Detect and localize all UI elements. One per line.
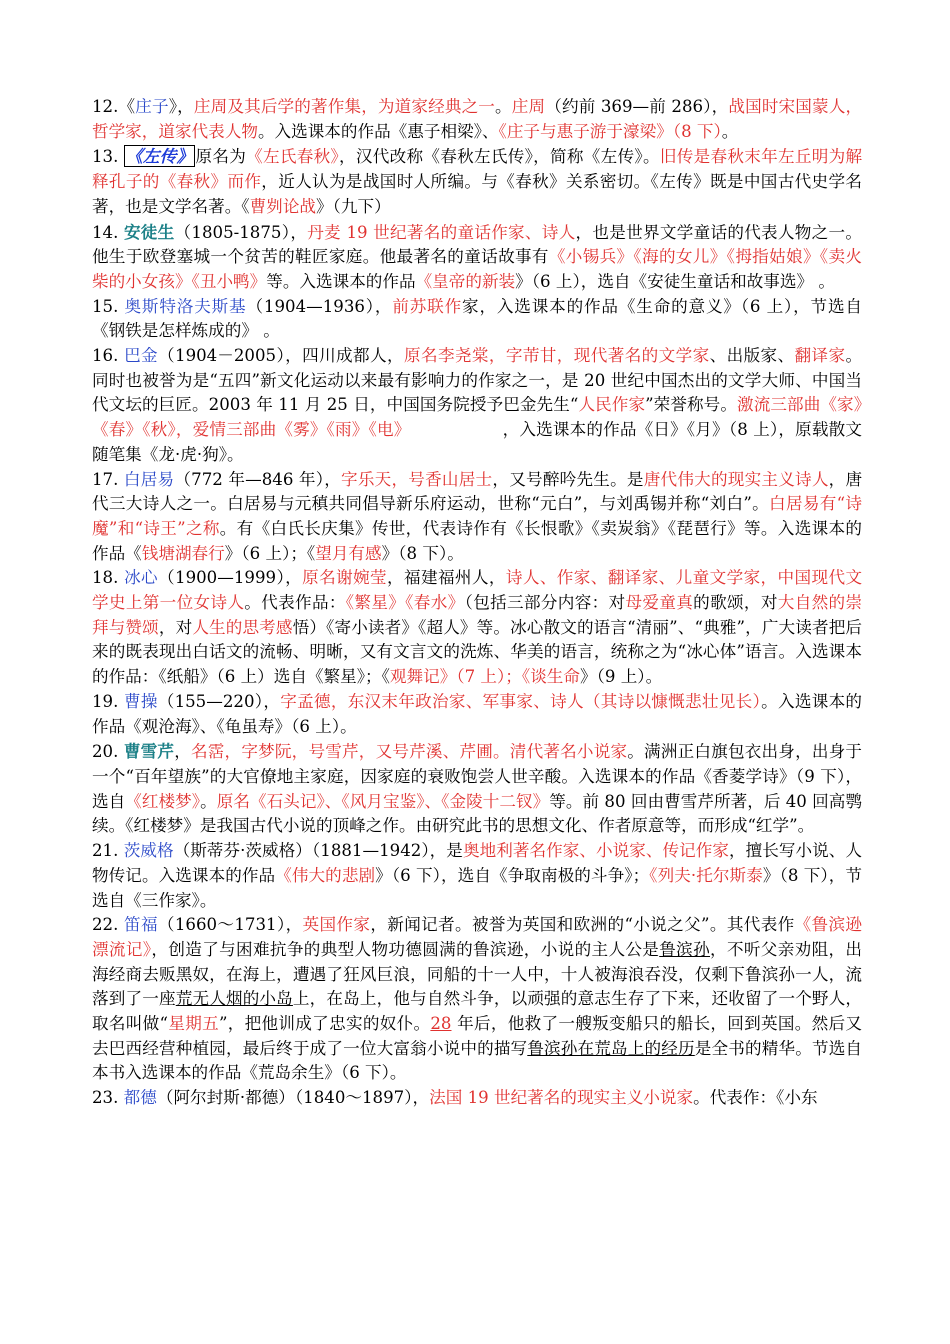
- highlighted-text: 《红楼梦》: [125, 791, 201, 811]
- text-segment: ，唐代三大诗人之一。白居易与元稹共同倡导新乐府运动，世称“元白”，与刘禹锡并称“刘白”。: [92, 469, 863, 514]
- text-segment: （阿尔封斯·都德）（1840～1897），: [156, 1088, 430, 1108]
- text-segment: ，擅长写小说、人物传记。入选课本的作品: [92, 841, 862, 885]
- highlighted-text: 《皇帝的新装: [415, 271, 516, 291]
- text-segment: 。入选课本的作品《观沧海》、《龟虽寿》（6 上）。: [92, 691, 863, 736]
- text-segment: 15.: [92, 296, 125, 316]
- text-segment: 的歌颂，对: [693, 593, 778, 613]
- text-segment: ，福建福州人，: [387, 568, 506, 588]
- text-segment: 》（8 下），节选自《三作家》。: [92, 865, 862, 910]
- highlighted-text: 旧传是春秋末年左丘明为解释孔子的《春秋》而作: [92, 147, 863, 192]
- highlighted-text: 观舞记》（7 上）；《谈生命: [389, 667, 580, 687]
- text-segment: 》（9 上）。: [579, 667, 663, 687]
- entry-paragraph: [92, 739, 862, 839]
- highlighted-text: 28: [430, 1014, 452, 1034]
- entry-paragraph: [92, 913, 862, 1086]
- entry-paragraph: [92, 95, 862, 144]
- text-segment: 12.: [92, 97, 119, 116]
- text-segment: （包括三部分内容：对: [464, 593, 626, 613]
- text-segment: （772 年—846 年），: [174, 469, 342, 489]
- text-segment: 》，: [168, 97, 194, 116]
- entry-paragraph: [92, 144, 862, 219]
- text-segment: 17.: [92, 469, 124, 489]
- underlined-text: 鲁滨孙: [659, 939, 711, 959]
- entry-paragraph: [92, 1086, 862, 1111]
- highlighted-text: 字乐天，号香山居士: [341, 469, 493, 489]
- underlined-text: 荒无人烟的小岛: [175, 989, 293, 1009]
- author-name: 都德: [123, 1088, 157, 1108]
- text-segment: 。入选课本的作品《惠子相梁》、: [257, 121, 499, 141]
- highlighted-text: 庄周及其后学的著作集，为道家经典之一: [193, 97, 496, 116]
- author-name: 茨威格: [123, 841, 174, 861]
- highlighted-text: 人生的思考感: [192, 617, 293, 637]
- text-segment: 。: [721, 121, 739, 141]
- author-name: 《左传》: [125, 146, 194, 167]
- underlined-text: 鲁滨孙在荒岛上的经历: [527, 1038, 695, 1058]
- highlighted-text: 《鲁滨逊漂流记》: [92, 915, 863, 959]
- author-name: 白居易: [123, 469, 175, 489]
- text-segment: 。满洲正白旗包衣出身，出身于一个“百年望族”的大官僚地主家庭，因家庭的衰败饱尝人世辛酸。入选课本的作品《香菱学诗》（9 下），选自: [92, 742, 863, 811]
- highlighted-text: 《小锡兵》《海的女儿》《拇指姑娘》《卖火柴的小女孩》《丑小鸭》: [92, 247, 862, 291]
- highlighted-text: 《列夫·托尔斯泰: [649, 865, 763, 885]
- text-segment: （斯蒂芬·茨威格）（1881—1942），是: [173, 841, 463, 861]
- text-segment: （1904—1936），: [246, 296, 393, 316]
- highlighted-text: 人民作家: [578, 395, 646, 415]
- text-segment: 》（8 下）。: [381, 543, 464, 563]
- highlighted-text: 翻译家: [794, 346, 846, 366]
- text-segment: （1900—1999），: [158, 568, 303, 588]
- highlighted-text: 《伟大的悲剧: [275, 865, 376, 885]
- text-segment: （155—220），: [157, 691, 281, 711]
- text-segment: 20.: [92, 742, 124, 762]
- text-segment: （1805-1875），: [174, 222, 308, 242]
- text-segment: 13.: [92, 147, 124, 167]
- highlighted-text: 星期五: [168, 1014, 219, 1034]
- highlighted-text: 名霑，字梦阮，号雪芹，又号芹溪、芹圃。清代著名小说家: [190, 742, 628, 762]
- text-segment: 》（6 下），选自《争取南极的斗争》；: [375, 865, 650, 885]
- author-name: 巴金: [124, 346, 159, 366]
- highlighted-text: 诗人、作家、翻译家、儿童文学家，中国现代文学史上第一位女诗人: [92, 568, 863, 613]
- highlighted-text: 唐代伟大的现实主义诗人: [643, 469, 829, 489]
- text-segment: 》（6 上），选自《安徒生童话和故事选》 。: [515, 271, 835, 291]
- author-name: 笛福: [124, 915, 158, 935]
- entry-paragraph: [92, 295, 862, 344]
- text-segment: 》（九下）: [316, 196, 391, 216]
- text-segment: ，近人认为是战国时人所编。与《春秋》关系密切。《左传》既是中国古代史学名著，也是文学名著。《: [92, 172, 863, 216]
- highlighted-text: 庄周: [511, 97, 546, 116]
- text-segment: 是全书的精华。节选自本书入选课本的作品《荒岛余生》（6 下）。: [92, 1038, 863, 1083]
- text-segment: 19.: [92, 691, 124, 711]
- text-segment: 。: [200, 791, 217, 811]
- highlighted-text: 英国作家: [302, 915, 371, 935]
- text-segment: 14.: [92, 222, 124, 242]
- highlighted-text: 《繁星》《春水》: [345, 593, 465, 613]
- highlighted-text: 钱塘湖春行: [141, 543, 225, 563]
- highlighted-text: 原名谢婉莹: [302, 568, 388, 588]
- highlighted-text: 望月有感: [315, 543, 382, 563]
- text-segment: 悟）《寄小读者》《超人》等。冰心散文的语言“清丽”、“典雅”，广大读者把后来的既表现出白话文的流畅、明晰，又有文言文的洗炼、华美的语言，统称之为“冰心体”语言。入选课本的作品：《纸船》（6 上）选自《繁星》；《: [92, 617, 863, 687]
- highlighted-text: 前苏联作: [392, 296, 463, 316]
- text-segment: 。代表作：《小东: [693, 1088, 818, 1108]
- highlighted-text: 大自然的崇拜与赞颂: [92, 593, 863, 637]
- text-segment: ，: [174, 742, 191, 762]
- text-segment: ，又号醉吟先生。是: [492, 469, 644, 489]
- author-name: 奥斯特洛夫斯基: [124, 296, 247, 316]
- text-segment: ”荣誉称号。: [645, 395, 738, 415]
- author-name: 安徒生: [123, 221, 175, 242]
- text-segment: 。代表作品：: [244, 593, 346, 613]
- highlighted-text: 战国时宋国蒙人，哲学家，道家代表人物: [92, 97, 863, 141]
- text-segment: 23.: [92, 1088, 124, 1108]
- text-segment: （1904－2005），四川成都人，: [158, 346, 404, 366]
- highlighted-text: 法国 19 世纪著名的现实主义小说家: [429, 1088, 694, 1108]
- text-segment: 、出版家、: [709, 346, 795, 366]
- entry-paragraph: [92, 468, 862, 567]
- entry-paragraph: [92, 690, 862, 739]
- entry-paragraph: [92, 344, 862, 468]
- highlighted-text: 母爱童真: [625, 593, 694, 613]
- text-segment: ，对: [158, 617, 193, 637]
- text-segment: 年后，他救了一艘叛变船只的船长，回到英国。然后又去巴西经营种植园，最后终于成了一位大富翁小说中的描写: [92, 1014, 863, 1058]
- highlighted-text: 激流三部曲《家》《春》《秋》，爱情三部曲《雾》《雨》《电》: [92, 395, 862, 440]
- highlighted-text: 丹麦 19 世纪著名的童话作家、诗人: [307, 222, 576, 242]
- text-segment: （约前 369—前 286），: [545, 97, 729, 116]
- text-segment: ，不听父亲劝阻，出海经商去贩黑奴，在海上，遭遇了狂风巨浪，同船的十一人中，十人被海浪吞没，仅剩下鲁滨孙一人，流落到了一座: [92, 939, 863, 1009]
- author-name: 曹雪芹: [123, 741, 175, 762]
- text-segment: 等。前 80 回由曹雪芹所著，后 40 回高鹗续。《红楼梦》是我国古代小说的顶峰之作。由研究此书的思想文化、作者原意等，而形成“红学”。: [92, 791, 863, 836]
- author-name: 冰心: [124, 568, 159, 588]
- text-segment: 21.: [92, 841, 124, 861]
- author-name: 庄子: [135, 97, 169, 116]
- highlighted-text: 《庄子与惠子游于濠梁》（8 下）: [498, 121, 722, 141]
- text-segment: 原名为: [195, 147, 247, 167]
- text-segment: ，也是世界文学童话的代表人物之一。他生于欧登塞城一个贫苦的鞋匠家庭。他最著名的童话故事有: [92, 222, 862, 267]
- highlighted-text: 字孟德，东汉末年政治家、军事家、诗人（其诗以慷慨悲壮见长）: [280, 691, 762, 711]
- text-segment: 22.: [92, 915, 125, 935]
- text-segment: ”，把他训成了忠实的奴仆。: [218, 1014, 431, 1034]
- text-segment: 16.: [92, 346, 125, 366]
- text-segment: 家，入选课本的作品《生命的意义》（6 上），节选自《钢铁是怎样炼成的》 。: [92, 296, 863, 341]
- text-segment: （1660～1731），: [157, 915, 303, 935]
- highlighted-text: 《左氏春秋》: [246, 147, 340, 167]
- text-segment: ，创造了与困难抗争的典型人物功德圆满的鲁滨逊，小说的主人公是: [151, 939, 660, 959]
- text-segment: ，汉代改称《春秋左氏传》，简称《左传》。: [339, 147, 660, 167]
- text-segment: 。同时也被誉为是“五四”新文化运动以来最有影响力的作家之一，是 20 世纪中国杰出的文学大师、中国当代文坛的巨匠。2003 年 11 月 25 日，中国国务院授予巴金先生“: [92, 346, 863, 415]
- entry-paragraph: [92, 220, 862, 295]
- entry-paragraph: [92, 839, 862, 913]
- text-segment: 等。入选课本的作品: [266, 271, 416, 291]
- text-segment: 》（6 上）；《: [224, 543, 316, 563]
- text-segment: 18.: [92, 568, 125, 588]
- text-segment: 《: [118, 97, 136, 116]
- author-name: 曹操: [123, 691, 158, 711]
- highlighted-text: 奥地利著名作家、小说家、传记作家: [462, 841, 729, 861]
- text-segment: ，新闻记者。被誉为英国和欧洲的“小说之父”。其代表作: [370, 915, 795, 935]
- highlighted-text: 白居易有“诗魔”和“诗王”之称: [92, 494, 862, 538]
- highlighted-text: 原名李尧棠，字芾甘，现代著名的文学家: [403, 346, 710, 366]
- text-segment: 。: [495, 97, 512, 116]
- entry-list: [92, 95, 862, 1111]
- text-segment: ，入选课本的作品《日》《月》（8 上），原载散文随笔集《龙·虎·狗》。: [92, 420, 862, 464]
- highlighted-text: 原名《石头记》、《风月宝鉴》、《金陵十二钗》: [216, 791, 550, 811]
- text-segment: 上，在岛上，他与自然斗争，以顽强的意志生存了下来，还收留了一个野人，取名叫做“: [92, 989, 863, 1034]
- highlighted-text: 曹刿论战: [249, 196, 317, 216]
- text-segment: 。有《白氏长庆集》传世，代表诗作有《长恨歌》《卖炭翁》《琵琶行》等。入选课本的作品《: [92, 518, 862, 563]
- entry-paragraph: [92, 566, 862, 690]
